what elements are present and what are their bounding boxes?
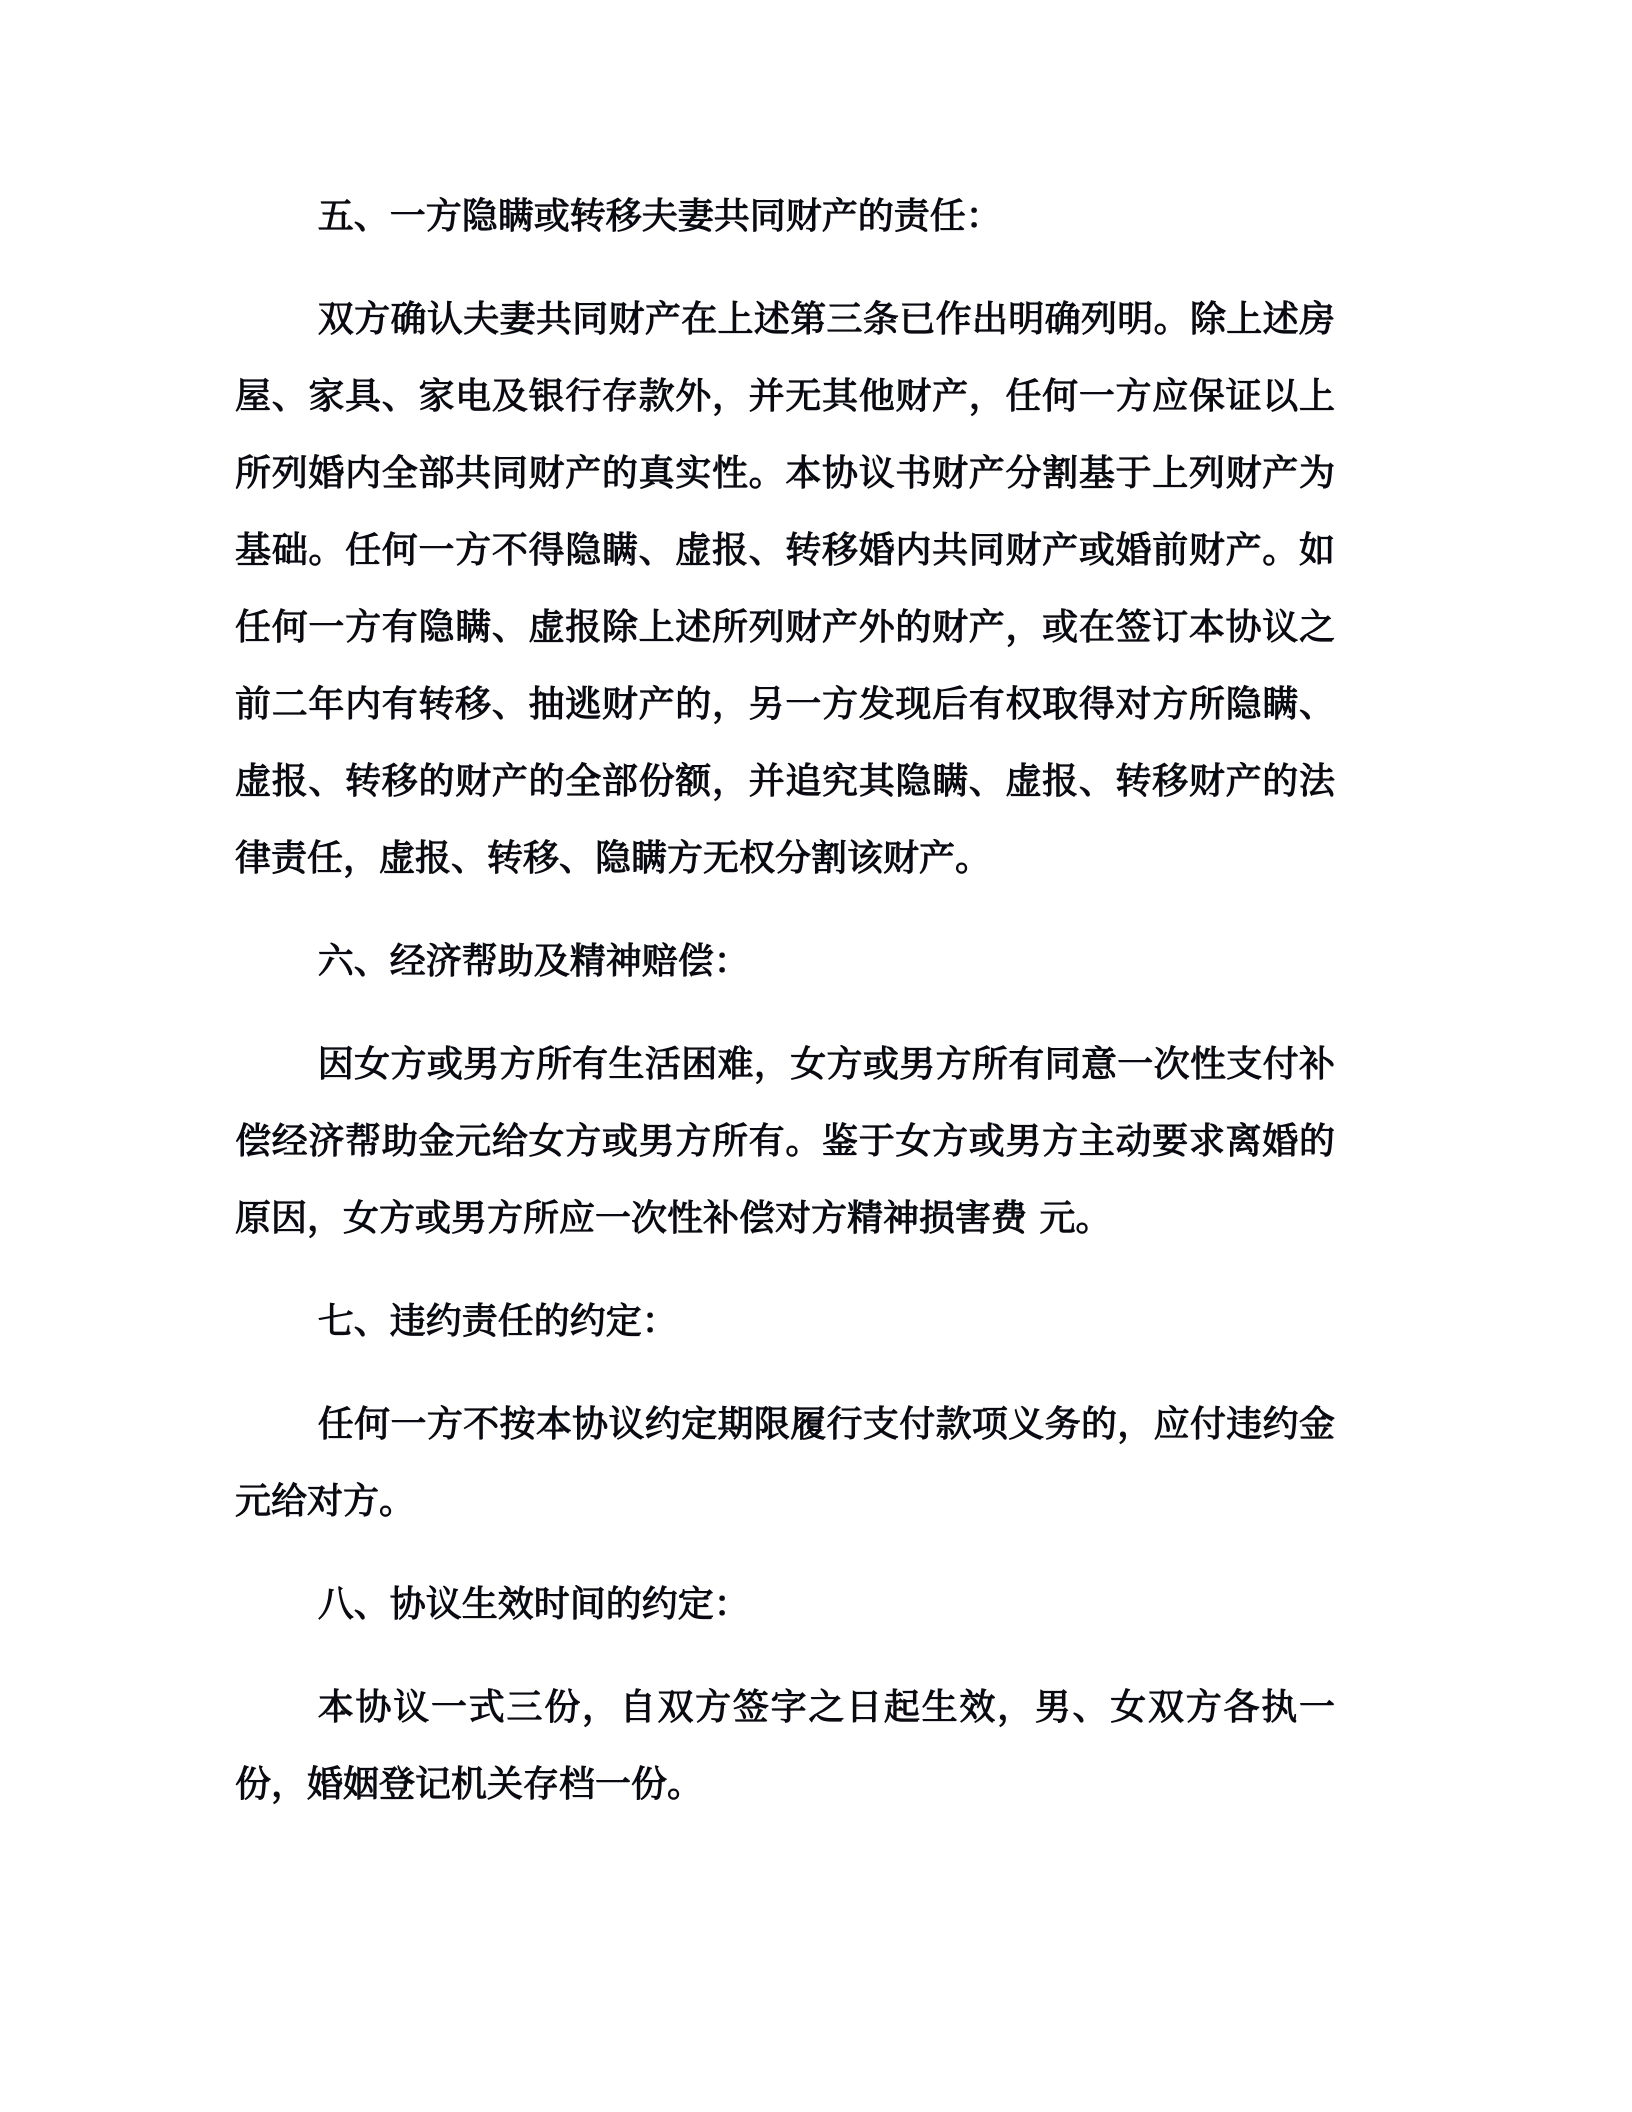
section-heading: 六、经济帮助及精神赔偿： [317,941,750,982]
agreement-section [235,1283,1335,1540]
section-heading: 七、违约责任的约定： [317,1301,678,1342]
agreement-section [235,178,1335,897]
section-heading: 五、一方隐瞒或转移夫妻共同财产的责任： [317,196,1002,237]
agreement-section [235,1566,1335,1823]
document-body [235,178,1335,1823]
section-heading: 八、协议生效时间的约定： [317,1584,750,1625]
section-paragraph: 双方确认夫妻共同财产在上述第三条已作出明确列明。除上述房屋、家具、家电及银行存款外，并无其他财产，任何一方应保证以上所列婚内全部共同财产的真实性。本协议书财产分割基于上列财产为基础。任何一方不得隐瞒、虚报、转移婚内共同财产或婚前财产。如任何一方有隐瞒、虚报除上述所列财产外的财产，或在签订本协议之前二年内有转移、抽逃财产的，另一方发现后有权取得对方所隐瞒、虚报、转移的财产的全部份额，并追究其隐瞒、虚报、转移财产的法律责任，虚报、转移、隐瞒方无权分割该财产。 [235,299,1335,879]
section-paragraph: 因女方或男方所有生活困难，女方或男方所有同意一次性支付补偿经济帮助金元给女方或男方所有。鉴于女方或男方主动要求离婚的原因，女方或男方所应一次性补偿对方精神损害费 元。 [235,1044,1335,1239]
section-paragraph: 本协议一式三份，自双方签字之日起生效，男、女双方各执一份，婚姻登记机关存档一份。 [235,1687,1335,1805]
agreement-section [235,923,1335,1257]
section-paragraph: 任何一方不按本协议约定期限履行支付款项义务的，应付违约金元给对方。 [235,1404,1335,1522]
